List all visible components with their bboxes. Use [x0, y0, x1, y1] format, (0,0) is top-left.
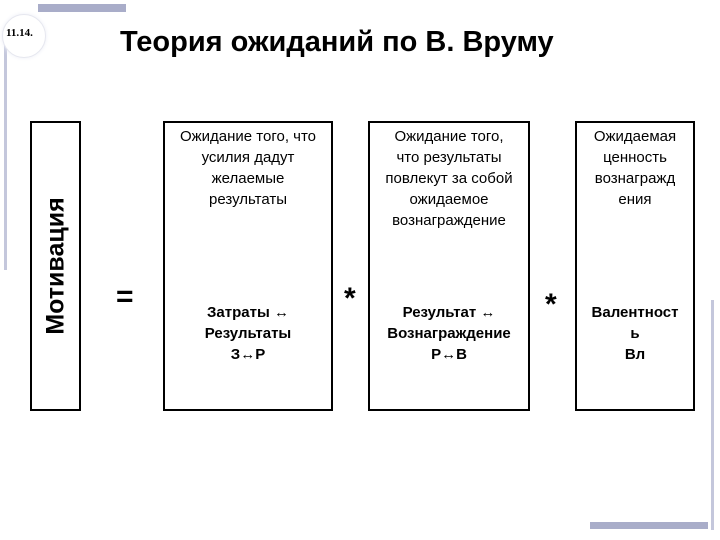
effort-result-line-2: Результаты: [204, 325, 292, 342]
valence-heading: Ожидаемая ценность вознагражд ения: [593, 128, 677, 208]
effort-result-line-3: З↔Р: [230, 346, 266, 363]
result-reward-line-1: Результат ↔: [402, 304, 496, 321]
page-title: Теория ожиданий по В. Вруму: [120, 26, 554, 58]
result-reward-formula: [368, 302, 530, 365]
result-reward-line-3: Р↔В: [431, 346, 467, 363]
motivation-label: Мотивация: [41, 197, 70, 335]
effort-result-heading: Ожидание того, что усилия дадут желаемые результаты: [179, 128, 317, 208]
multiply-sign-2: *: [545, 288, 557, 321]
valence-line-2: ь: [630, 325, 640, 342]
effort-result-line-1: Затраты ↔: [207, 304, 289, 321]
left-decor-line: [4, 40, 7, 270]
right-decor-line: [711, 300, 714, 530]
top-decor-bar: [38, 4, 126, 12]
valence-line-3: Вл: [624, 346, 646, 363]
result-reward-heading: Ожидание того, что результаты повлекут за собой ожидаемое вознаграждение: [385, 128, 513, 229]
valence-formula: [575, 302, 695, 365]
slide-number: 11.14.: [6, 27, 33, 39]
equals-sign: =: [116, 280, 134, 313]
bottom-decor-bar: [590, 522, 708, 529]
multiply-sign-1: *: [344, 282, 356, 315]
result-reward-line-2: Вознаграждение: [387, 325, 511, 342]
effort-result-formula: [163, 302, 333, 365]
valence-line-1: Валентност: [591, 304, 679, 321]
